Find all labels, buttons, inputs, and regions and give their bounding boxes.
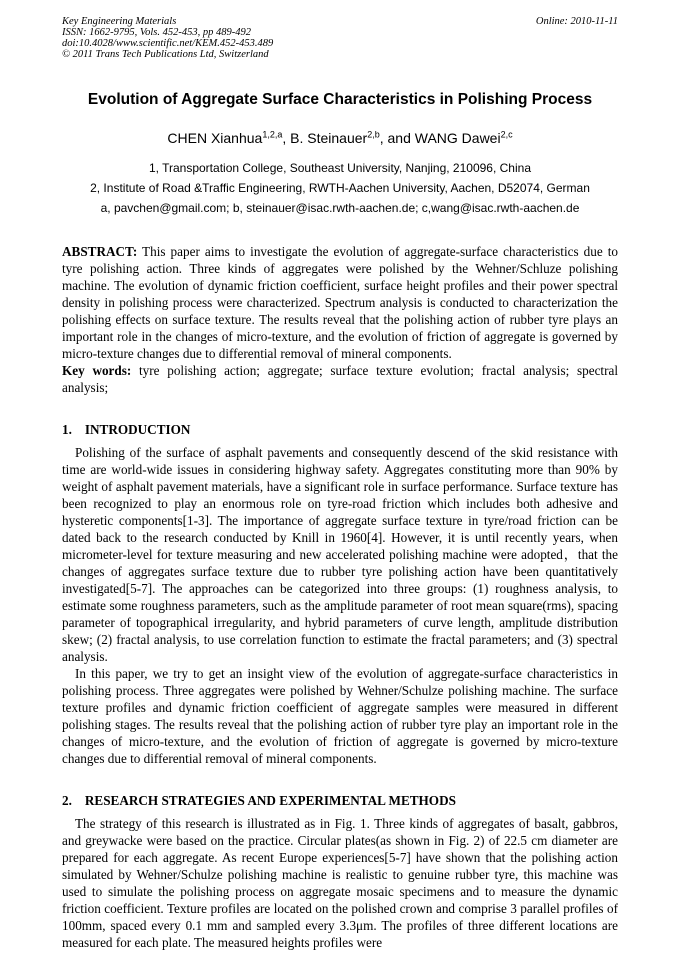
affiliation-line: a, pavchen@gmail.com; b, steinauer@isac.rwth-aachen.de; c,wang@isac.rwth-aachen.de xyxy=(100,201,580,215)
journal-header-left xyxy=(62,16,273,60)
abstract-paragraph xyxy=(62,243,618,362)
paragraph: In this paper, we try to get an insight view of the evolution of aggregate-surface characteristics in polishing process. Three aggregates were polished by Wehner/Schulze polishing machine. The surface texture profiles and dynamic friction coefficient of aggregate samples were measured in different polishing stages. The results reveal that the polishing action of rubber tyre play an important role in the changes of micro-texture, and the evolution of friction of aggregate is governed by micro-texture changes due to differential removal of mineral components. xyxy=(62,666,618,766)
section-heading-methods xyxy=(62,793,618,809)
doi-line: doi:10.4028/www.scientific.net/KEM.452-453.489 xyxy=(62,38,274,49)
affiliations-block xyxy=(62,158,618,218)
paragraph: The strategy of this research is illustrated as in Fig. 1. Three kinds of aggregates of basalt, gabbros, and greywacke were based on the practice. Circular plates(as shown in Fig. 2) of 22.5 cm diameter are prepared for each aggregate. As recent Europe experiences[5-7] have shown that the polishing action simulated by Wehner/Schulze polishing machine is realistic to genuine rubber tyre, this machine was used to simulate the polishing process on aggregate mosaic specimens and to measure the dynamic friction coefficient. Texture profiles are located on the polished crown and comprise 3 parallel profiles of 100mm, spaced every 0.1 mm and sampled every 3.3μm. The profiles of three different locations are measured for each plate. The measured heights profiles were xyxy=(62,816,618,950)
author-name: CHEN Xianhua xyxy=(167,130,263,146)
section-heading-introduction xyxy=(62,422,618,438)
keywords-label: Key words: xyxy=(62,363,132,378)
abstract-label: ABSTRACT: xyxy=(62,244,138,259)
author-name: WANG Dawei xyxy=(414,130,501,146)
online-date: Online: 2010-11-11 xyxy=(535,16,618,27)
section-title: RESEARCH STRATEGIES AND EXPERIMENTAL METHODS xyxy=(84,793,456,808)
author-superscript: 1,2,a xyxy=(262,129,283,140)
keywords-paragraph xyxy=(62,362,618,396)
author-separator: , and xyxy=(379,130,415,146)
author-superscript: 2,c xyxy=(500,129,513,140)
section-number: 2. xyxy=(62,793,72,808)
journal-header xyxy=(62,16,618,60)
keywords-text: tyre polishing action; aggregate; surface texture evolution; fractal analysis; spectral analysis; xyxy=(62,363,618,395)
author-separator: , xyxy=(282,130,291,146)
author-superscript: 2,b xyxy=(367,129,380,140)
affiliation-line: 2, Institute of Road &Traffic Engineering, RWTH-Aachen University, Aachen, D52074, German xyxy=(90,181,590,195)
section-title: INTRODUCTION xyxy=(84,422,191,437)
issn-line: ISSN: 1662-9795, Vols. 452-453, pp 489-492 xyxy=(62,27,251,38)
author-name: B. Steinauer xyxy=(290,130,368,146)
section-number: 1. xyxy=(62,422,72,437)
journal-name: Key Engineering Materials xyxy=(62,16,177,27)
abstract-text: This paper aims to investigate the evolution of aggregate-surface characteristics due to tyre polishing action. Three kinds of aggregates were polished by the Wehner/Schluze polishing machine. The evolution of dynamic friction coefficient, surface height profiles and their power spectral density in polishing process were characterized. Spectrum analysis is conducted to characterization the polishing effects on surface texture. The results reveal that the polishing action of rubber tyre plays an important role in the changes of micro-texture, and the evolution of friction of aggregate is governed by micro-texture changes due to differential removal of mineral components. xyxy=(62,244,618,361)
copyright-line: © 2011 Trans Tech Publications Ltd, Switzerland xyxy=(62,49,269,60)
paper-title: Evolution of Aggregate Surface Characteristics in Polishing Process xyxy=(87,91,593,108)
affiliation-line: 1, Transportation College, Southeast University, Nanjing, 210096, China xyxy=(148,161,531,175)
paragraph: Polishing of the surface of asphalt pavements and consequently descend of the skid resistance with time are world-wide issues in considering highway safety. Aggregates constituting more than 90% by weight of asphalt pavement materials, have a significant role in surface performance. Surface texture has been recognized to play an enormous role on tyre-road friction which includes both adhesive and hysteretic components[1-3]. The importance of aggregate surface texture in tyre/road friction can be dated back to the research conducted by Knill in 1960[4]. However, it is until recently years, when micrometer-level for texture measuring and new accelerated polishing machine were adopted，that the changes of aggregates surface texture due to rubber tyre polishing action have been quantitatively investigated[5-7]. The approaches can be categorized into three groups: (1) roughness analysis, to estimate some roughness parameters, such as the amplitude parameter of root mean square(rms), spacing parameter of topographical irregularity, and hybrid parameters of curve length, amplitude distribution skew; (2) fractal analysis, to use correlation function to estimate the fractal parameters; and (3) spectral analysis. xyxy=(62,445,618,664)
author-line xyxy=(62,130,618,147)
